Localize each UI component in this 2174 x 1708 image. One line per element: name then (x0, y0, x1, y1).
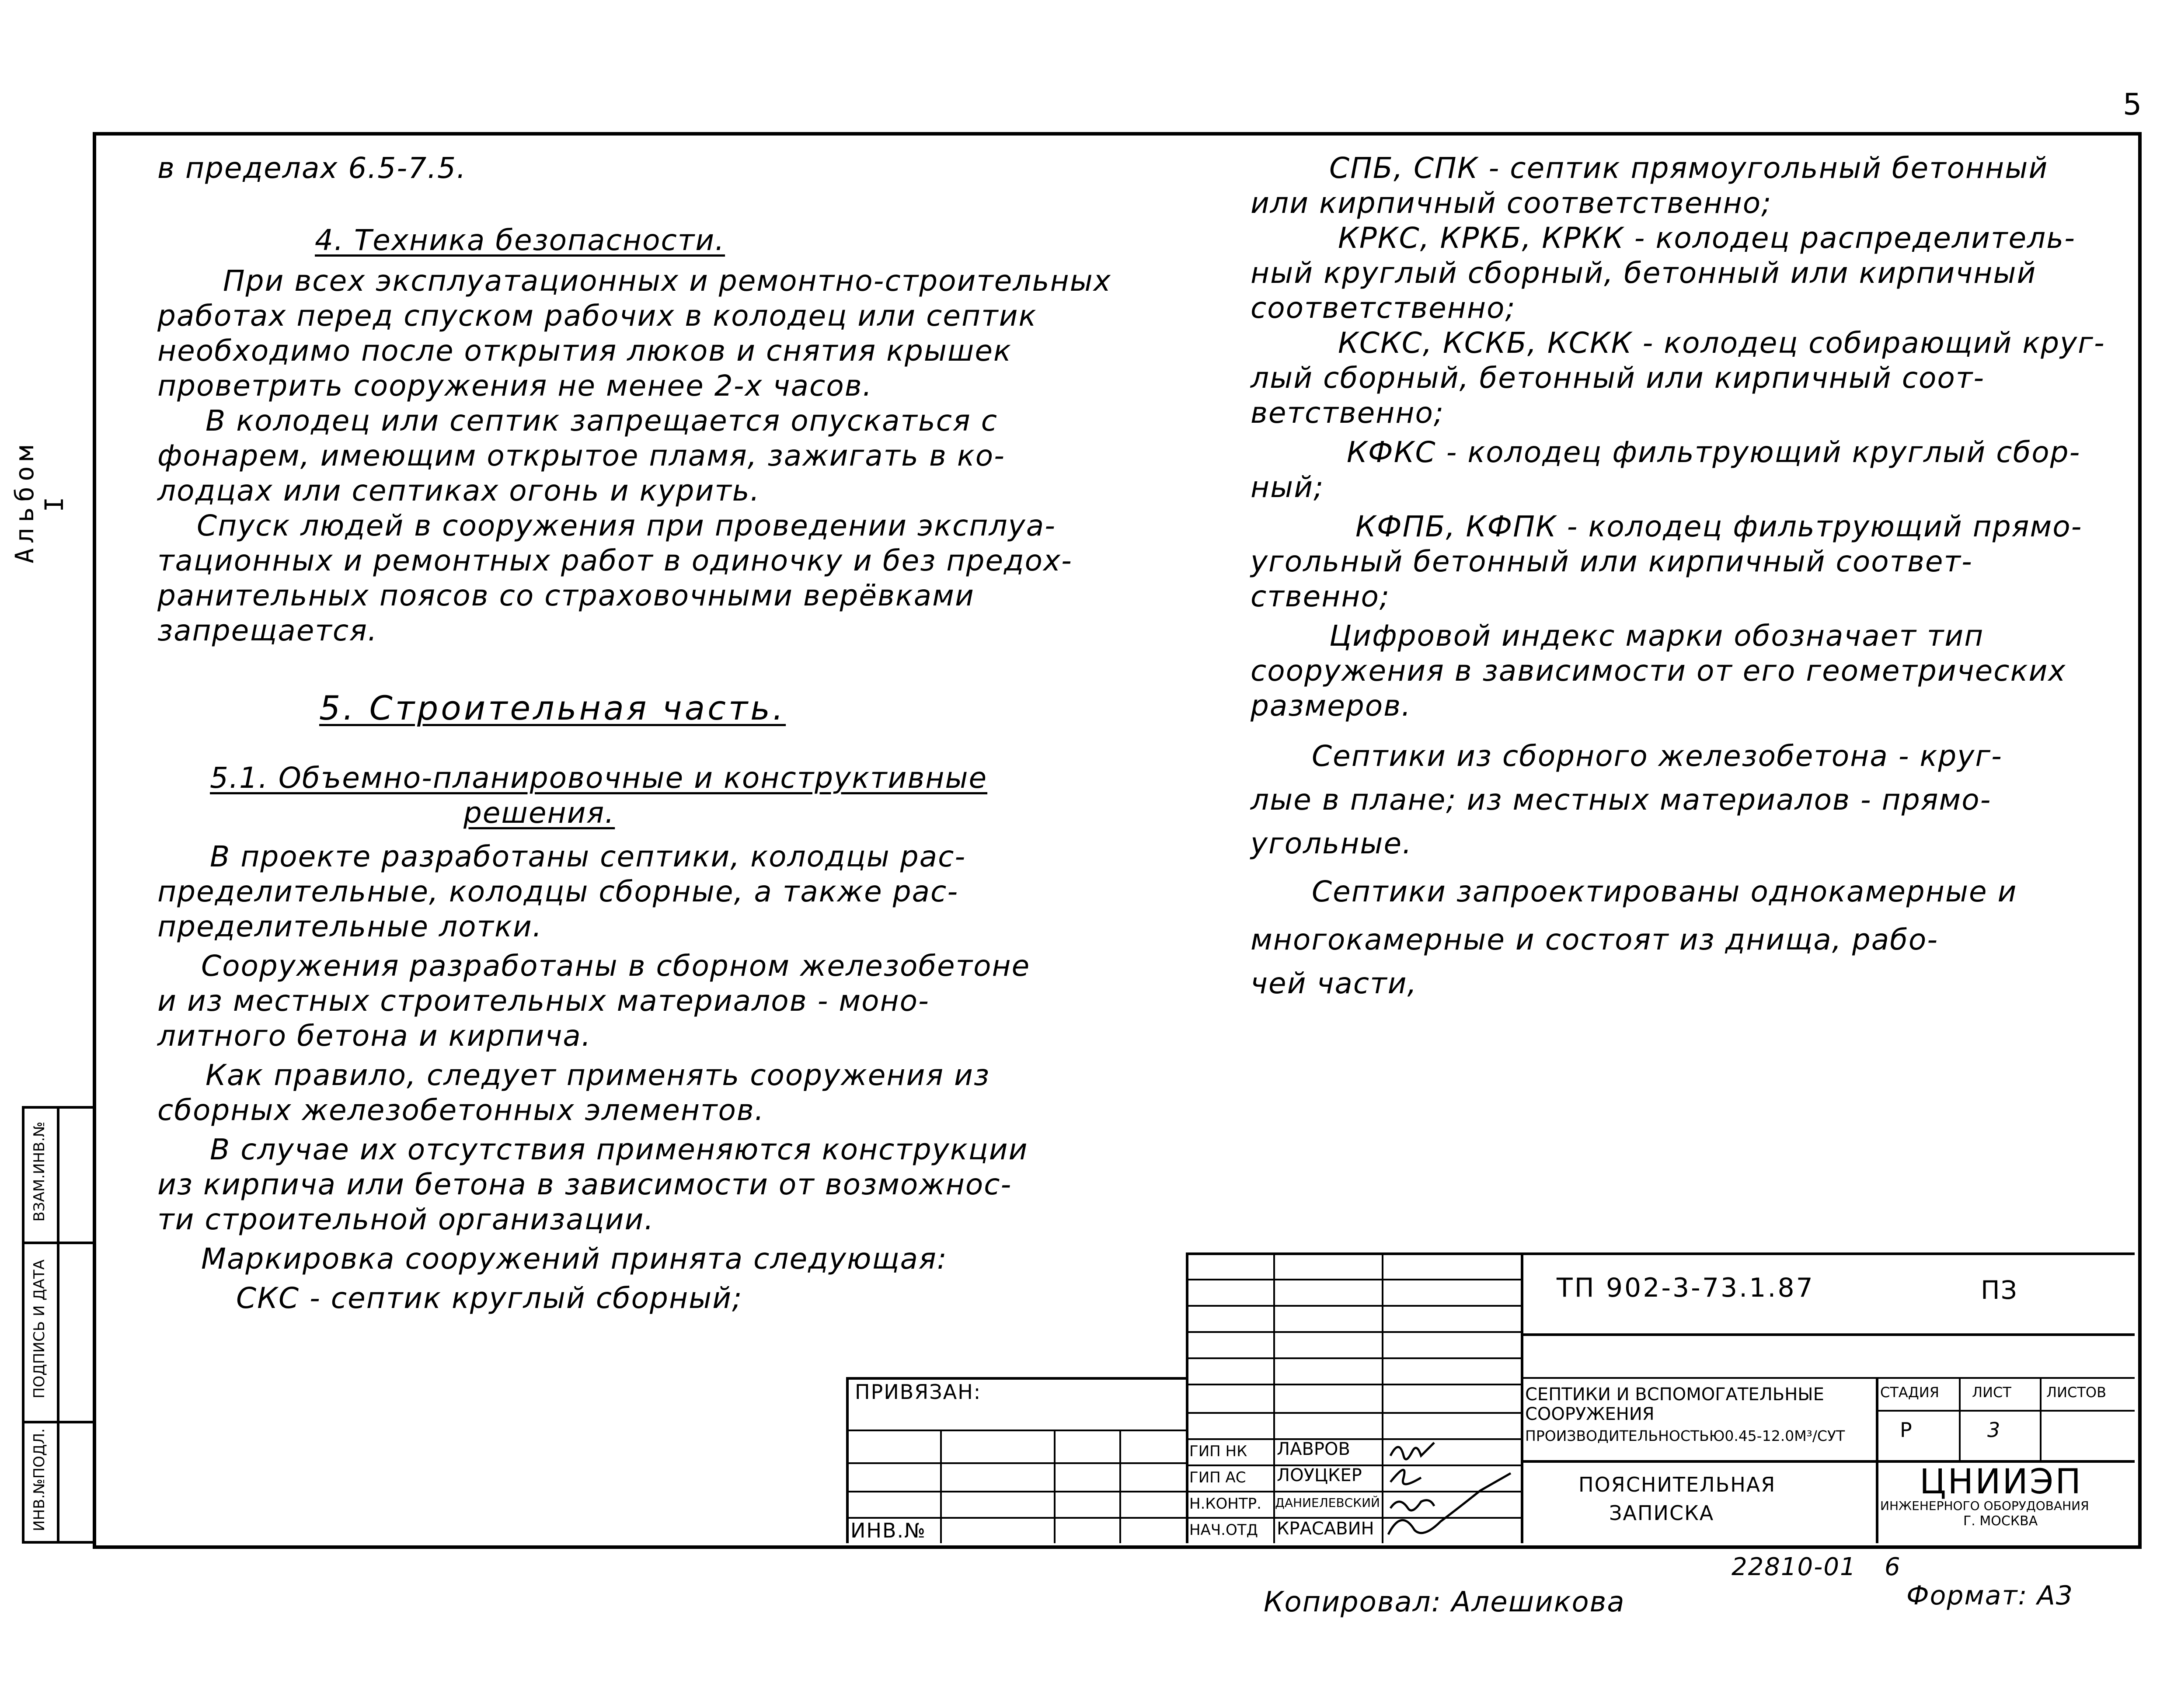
section51-line: В проекте разработаны септики, колодцы рас- (210, 840, 966, 873)
copied-by: Копировал: Алешикова (1264, 1586, 1625, 1618)
section51-line: и из местных строительных материалов - моно- (157, 984, 930, 1018)
right-line: Септики запроектированы однокамерные и (1312, 875, 2017, 908)
name-krasavin: КРАСАВИН (1277, 1519, 1374, 1539)
section51-line: Сооружения разработаны в сборном железобетоне (201, 949, 1031, 983)
sheet-code: ПЗ (1981, 1275, 2018, 1305)
org-sub-2: Г. МОСКВА (1963, 1513, 2038, 1529)
name-lavrov: ЛАВРОВ (1277, 1439, 1350, 1459)
section4-line: ранительных поясов со страховочными верёвками (157, 579, 975, 612)
privyazan-label: ПРИВЯЗАН: (855, 1380, 982, 1404)
name-danilevsky: ДАНИЕЛЕВСКИЙ (1275, 1496, 1380, 1510)
role-nach-otd: НАЧ.ОТД (1189, 1521, 1258, 1539)
section5-title: 5. Строительная часть. (319, 689, 786, 727)
right-line: Цифровой индекс марки обозначает тип (1329, 619, 1984, 653)
doc-name-line-1: ПОЯСНИТЕЛЬНАЯ (1578, 1473, 1776, 1496)
role-gip-as: ГИП АС (1189, 1469, 1246, 1486)
intro-line: в пределах 6.5-7.5. (157, 151, 467, 185)
right-line: КФПБ, КФПК - колодец фильтрующий прямо- (1355, 510, 2083, 543)
album-label: Альбом I (10, 440, 69, 564)
right-line: ный круглый сборный, бетонный или кирпичный (1251, 256, 2037, 290)
right-line: сооружения в зависимости от его геометрических (1251, 654, 2066, 688)
role-n-kontr: Н.КОНТР. (1189, 1495, 1261, 1513)
org-name: ЦНИИЭП (1920, 1462, 2083, 1502)
right-line: СПБ, СПК - септик прямоугольный бетонный (1329, 151, 2049, 185)
sheets-label: ЛИСТОВ (2046, 1384, 2107, 1401)
archive-sheet: 6 (1885, 1553, 1901, 1581)
section4-line: проветрить сооружения не менее 2-х часов. (157, 369, 873, 403)
section51-line: сборных железобетонных элементов. (157, 1093, 765, 1127)
stage-value: Р (1900, 1418, 1913, 1442)
section4-line: запрещается. (157, 614, 378, 647)
right-line: лый сборный, бетонный или кирпичный соот- (1251, 361, 1985, 395)
right-line: угольные. (1251, 827, 1413, 860)
right-line: чей части, (1251, 967, 1418, 1000)
title-line-1: СЕПТИКИ И ВСПОМОГАТЕЛЬНЫЕ (1525, 1384, 1824, 1405)
section4-line: необходимо после открытия люков и снятия крышек (157, 334, 1012, 368)
section51-line: Маркировка сооружений принята следующая: (201, 1242, 948, 1276)
section51-line: из кирпича или бетона в зависимости от возможнос- (157, 1168, 1012, 1201)
strip-field-podpis: ПОДПИСЬ И ДАТА (31, 1259, 48, 1398)
strip-field-inv: ИНВ.№ПОДЛ. (31, 1428, 48, 1531)
right-line: или кирпичный соответственно; (1251, 186, 1772, 220)
section51-line: В случае их отсутствия применяются конструкции (210, 1133, 1028, 1166)
section51-line: пределительные лотки. (157, 910, 543, 943)
section4-line: Спуск людей в сооружения при проведении эксплуа- (197, 509, 1056, 543)
right-line: КФКС - колодец фильтрующий круглый сбор- (1347, 435, 2081, 469)
format-label: Формат: А3 (1906, 1580, 2073, 1611)
section4-line: фонарем, имеющим открытое пламя, зажигать в ко- (157, 439, 1005, 473)
right-line: ветственно; (1251, 396, 1445, 430)
section51-title: 5.1. Объемно-планировочные и конструктивные (210, 761, 988, 795)
left-strip (22, 1106, 96, 1545)
section51-line: ти строительной организации. (157, 1203, 655, 1236)
stage-label: СТАДИЯ (1880, 1384, 1939, 1401)
right-line: соответственно; (1251, 291, 1516, 325)
title-line-3: ПРОИЗВОДИТЕЛЬНОСТЬЮ0.45-12.0М³/СУТ (1525, 1427, 1845, 1444)
section4-title: 4. Техника безопасности. (315, 223, 725, 257)
sheet-value: 3 (1987, 1418, 2001, 1442)
section51-line: литного бетона и кирпича. (157, 1019, 592, 1053)
doc-name-line-2: ЗАПИСКА (1609, 1501, 1714, 1525)
name-louker: ЛОУЦКЕР (1277, 1465, 1362, 1485)
section51-line: СКС - септик круглый сборный; (236, 1281, 743, 1315)
right-line: угольный бетонный или кирпичный соответ- (1251, 545, 1973, 578)
page-number: 5 (2123, 87, 2142, 122)
role-gip-nk: ГИП НК (1189, 1443, 1247, 1460)
section51-line: Как правило, следует применять сооружения из (206, 1058, 990, 1092)
right-line: ственно; (1251, 580, 1390, 613)
section4-line: лодцах или септиках огонь и курить. (157, 474, 760, 508)
title-line-2: СООРУЖЕНИЯ (1525, 1404, 1655, 1424)
right-line: размеров. (1251, 689, 1411, 723)
org-sub-1: ИНЖЕНЕРНОГО ОБОРУДОВАНИЯ (1880, 1499, 2089, 1513)
section51-title-cont: решения. (463, 796, 615, 830)
right-line: Септики из сборного железобетона - круг- (1312, 739, 2003, 773)
inv-no-label: ИНВ.№ (850, 1519, 927, 1542)
section4-line: При всех эксплуатационных и ремонтно-строительных (223, 264, 1111, 298)
right-line: лые в плане; из местных материалов - прямо- (1251, 783, 1992, 817)
archive-number: 22810-01 (1732, 1553, 1857, 1581)
sheet-label: ЛИСТ (1972, 1384, 2011, 1401)
right-line: ный; (1251, 470, 1324, 504)
section4-line: работах перед спуском рабочих в колодец или септик (157, 299, 1037, 333)
section4-line: В колодец или септик запрещается опускаться с (206, 404, 998, 438)
section4-line: тационных и ремонтных работ в одиночку и без предох- (157, 544, 1073, 577)
right-line: КСКС, КСКБ, КСКК - колодец собирающий круг- (1338, 326, 2105, 360)
right-line: КРКС, КРКБ, КРКК - колодец распределитель- (1338, 221, 2076, 255)
doc-code: ТП 902-3-73.1.87 (1557, 1273, 1815, 1303)
right-line: многокамерные и состоят из днища, рабо- (1251, 923, 1939, 957)
section51-line: пределительные, колодцы сборные, а также рас- (157, 875, 959, 908)
strip-field-vzam: ВЗАМ.ИНВ.№ (31, 1121, 48, 1222)
